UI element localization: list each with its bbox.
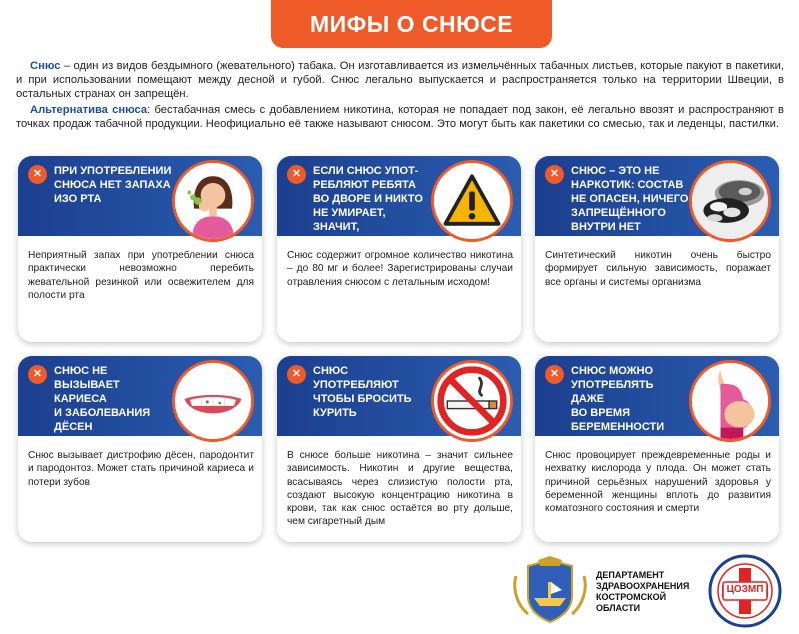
intro-p1-body: – один из видов бездымного (жевательного) табака. Он изготавливается из измельчённых табачных листьев, которые пакуют в пакетики, и при использовании помещают между десной и губой. Снюс легально выпускается и распространяется только на территории Швеции, в остальных странах он запрещён. [16,60,784,101]
myth-title: СНЮС НЕ ВЫЗЫВАЕТ КАРИЕСА И ЗАБОЛЕВАНИЯ ДЁСЕН [54,365,151,433]
term-alternative: Альтернатива снюса [30,103,148,116]
page-title: МИФЫ О СНЮСЕ [271,0,552,48]
no-smoking-icon [431,360,513,442]
intro-paragraph-snus [16,59,784,102]
myth-title: ПРИ УПОТРЕБЛЕНИИ СНЮСА НЕТ ЗАПАХА ИЗО РТА [54,165,172,205]
intro-p2-body: : бестабачная смесь с добавлением никотина, которая не попадает под закон, её легально ввозят и распространяют в точках продаж табачной продукции. Неофициально её также называют снюсом. Это могут быть как пакетики со смесью, так и леденцы, пастилки. [16,103,785,130]
myth-card-bad-breath [18,156,262,342]
snus-tin-icon [689,160,771,242]
teeth-smile-icon [172,360,254,442]
intro-text [16,59,784,132]
myth-title: СНЮС УПОТРЕБЛЯЮТ ЧТОБЫ БРОСИТЬ КУРИТЬ [313,365,412,419]
intro-paragraph-alternative [16,103,784,131]
kostroma-coat-of-arms-icon [510,556,590,624]
cozmp-logo-text: ЦОЗМП [726,584,764,595]
warning-sign-icon [431,160,513,242]
cross-icon: ✕ [545,365,564,384]
cross-icon: ✕ [287,365,306,384]
myth-card-no-danger [277,156,521,342]
myth-card-quit-smoking [277,356,521,542]
myth-debunk-text: Неприятный запах при употреблении снюса практически невозможно перебить жевательной резинкой или освежителем для полости рта [28,250,254,301]
myth-title: СНЮС МОЖНО УПОТРЕБЛЯТЬ ДАЖЕ ВО ВРЕМЯ БЕРЕМЕННОСТИ [571,365,665,433]
myth-debunk-text: Синтетический никотин очень быстро формирует сильную зависимость, поражает все органы и системы организма [545,250,771,288]
cross-icon: ✕ [28,165,47,184]
myth-title: ЕСЛИ СНЮС УПОТ- РЕБЛЯЮТ РЕБЯТА ВО ДВОРЕ И НИКТО НЕ УМИРАЕТ, ЗНАЧИТ, ОПАСНОСТИ НЕТ [313,165,423,247]
myth-title: СНЮС – ЭТО НЕ НАРКОТИК: СОСТАВ НЕ ОПАСЕН, НИЧЕГО ЗАПРЕЩЁННОГО ВНУТРИ НЕТ [571,165,689,233]
cross-icon: ✕ [545,165,564,184]
myth-debunk-text: В снюсе больше никотина – значит сильнее зависимость. Никотин и другие вещества, всасываясь через слизистую полости рта, создают высокую концентрацию никотина в крови, так как снюс остаётся во рту дольше, чем сигаретный дым [287,450,513,528]
myth-card-pregnancy [535,356,779,542]
footer-logos [510,554,792,628]
woman-bad-breath-icon [172,160,254,242]
myth-debunk-text: Снюс вызывает дистрофию дёсен, пародонтит и пародонтоз. Может стать причиной кариеса и потери зубов [28,450,254,488]
myth-debunk-text: Снюс провоцирует преждевременные роды и нехватку кислорода у плода. Он может стать причиной серьёзных нарушений здоровья у беременной женщины вплоть до развития коматозного состояния и смерти [545,450,771,515]
myth-card-caries [18,356,262,542]
department-name: ДЕПАРТАМЕНТ ЗДРАВООХРАНЕНИЯ КОСТРОМСКОЙ ОБЛАСТИ [596,570,690,613]
myth-card-not-drug [535,156,779,342]
term-snus: Снюс [30,60,61,72]
cross-icon: ✕ [287,165,306,184]
cross-icon: ✕ [28,365,47,384]
pregnant-woman-icon [689,360,771,442]
myth-debunk-text: Снюс содержит огромное количество никотина – до 80 мг и более! Зарегистрированы случаи отравления снюсом с летальным исходом! [287,250,513,288]
